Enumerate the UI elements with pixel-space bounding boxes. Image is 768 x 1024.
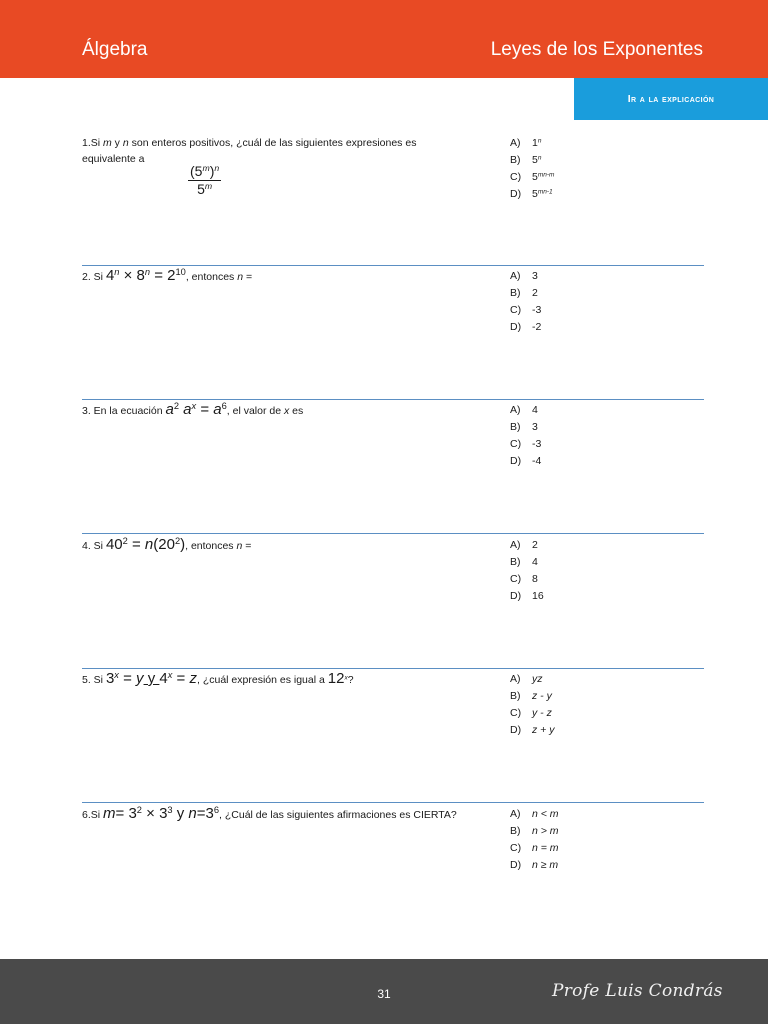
option-d[interactable]: D) z + y xyxy=(510,724,555,736)
question-5-options xyxy=(510,671,554,739)
option-d[interactable]: D) -4 xyxy=(510,455,542,467)
option-d[interactable]: D) -2 xyxy=(510,321,542,333)
option-b[interactable]: B) 5$^n$ xyxy=(510,154,542,166)
option-a[interactable]: A) 4 xyxy=(510,404,538,416)
divider xyxy=(82,802,704,803)
option-a[interactable]: A) 1$^n$ xyxy=(510,137,542,149)
question-5 xyxy=(82,671,704,781)
question-6-options xyxy=(510,806,559,874)
author-signature: Profe Luis Condrás xyxy=(552,981,723,1001)
question-3-stem: 3. En la ecuación $a^2$ $a^x = a^6$, el valor de x es xyxy=(82,400,304,418)
option-c[interactable]: C) -3 xyxy=(510,438,542,450)
go-to-explanation-button[interactable]: Ir a la explicación xyxy=(574,78,768,120)
page-footer xyxy=(0,959,768,1024)
divider xyxy=(82,533,704,534)
divider xyxy=(82,668,704,669)
option-b[interactable]: B) 4 xyxy=(510,556,538,568)
option-a[interactable]: A) 2 xyxy=(510,539,538,551)
option-b[interactable]: B) n > m xyxy=(510,825,559,837)
option-c[interactable]: C) 8 xyxy=(510,573,538,585)
question-4 xyxy=(82,537,704,647)
question-1-fraction: $\frac{(5^m)^n}{5^m}$ xyxy=(190,163,220,197)
option-d[interactable]: D) 16 xyxy=(510,590,544,602)
option-c[interactable]: C) y - z xyxy=(510,707,552,719)
divider xyxy=(82,265,704,266)
option-a[interactable]: A) n < m xyxy=(510,808,559,820)
option-d[interactable]: D) $5^{mn-1}$ xyxy=(510,188,553,200)
question-4-options xyxy=(510,537,544,605)
question-1-options xyxy=(510,135,554,203)
question-5-stem: 5. Si $3^x = y$ y $4^x = z$, ¿cuál expresión es igual a 12$^x$? xyxy=(82,669,354,687)
option-d[interactable]: D) n ≥ m xyxy=(510,859,559,871)
question-3-options xyxy=(510,402,541,470)
question-4-stem: 4. Si $40^2 = n(20^2)$, entonces n = xyxy=(82,535,252,553)
question-1-stem: 1.Si m y n son enteros positivos, ¿cuál de las siguientes expresiones es equivalente a xyxy=(82,137,417,165)
divider xyxy=(82,399,704,400)
option-b[interactable]: B) z - y xyxy=(510,690,552,702)
question-6-stem: 6.Si $m= 3^2 \times 3^3$ y $n=3^6$, ¿Cuál de las siguientes afirmaciones es CIERTA? xyxy=(82,804,457,822)
option-b[interactable]: B) 3 xyxy=(510,421,538,433)
question-1 xyxy=(82,135,704,245)
page-number: 31 xyxy=(377,987,391,1001)
question-3 xyxy=(82,402,704,512)
subject-title: Álgebra xyxy=(82,39,148,60)
option-c[interactable]: C) n = m xyxy=(510,842,559,854)
option-c[interactable]: C) -3 xyxy=(510,304,542,316)
option-a[interactable]: A) 3 xyxy=(510,270,538,282)
question-2 xyxy=(82,268,704,378)
option-a[interactable]: A) yz xyxy=(510,673,543,685)
question-2-stem: 2. Si $4^n \times 8^n = 2^{10}$, entonces n = xyxy=(82,266,253,284)
option-b[interactable]: B) 2 xyxy=(510,287,538,299)
page-header xyxy=(0,0,768,78)
question-2-options xyxy=(510,268,541,336)
option-c[interactable]: C) $5^{mn-m}$ xyxy=(510,171,555,183)
question-6 xyxy=(82,806,704,916)
topic-title: Leyes de los Exponentes xyxy=(490,39,703,60)
